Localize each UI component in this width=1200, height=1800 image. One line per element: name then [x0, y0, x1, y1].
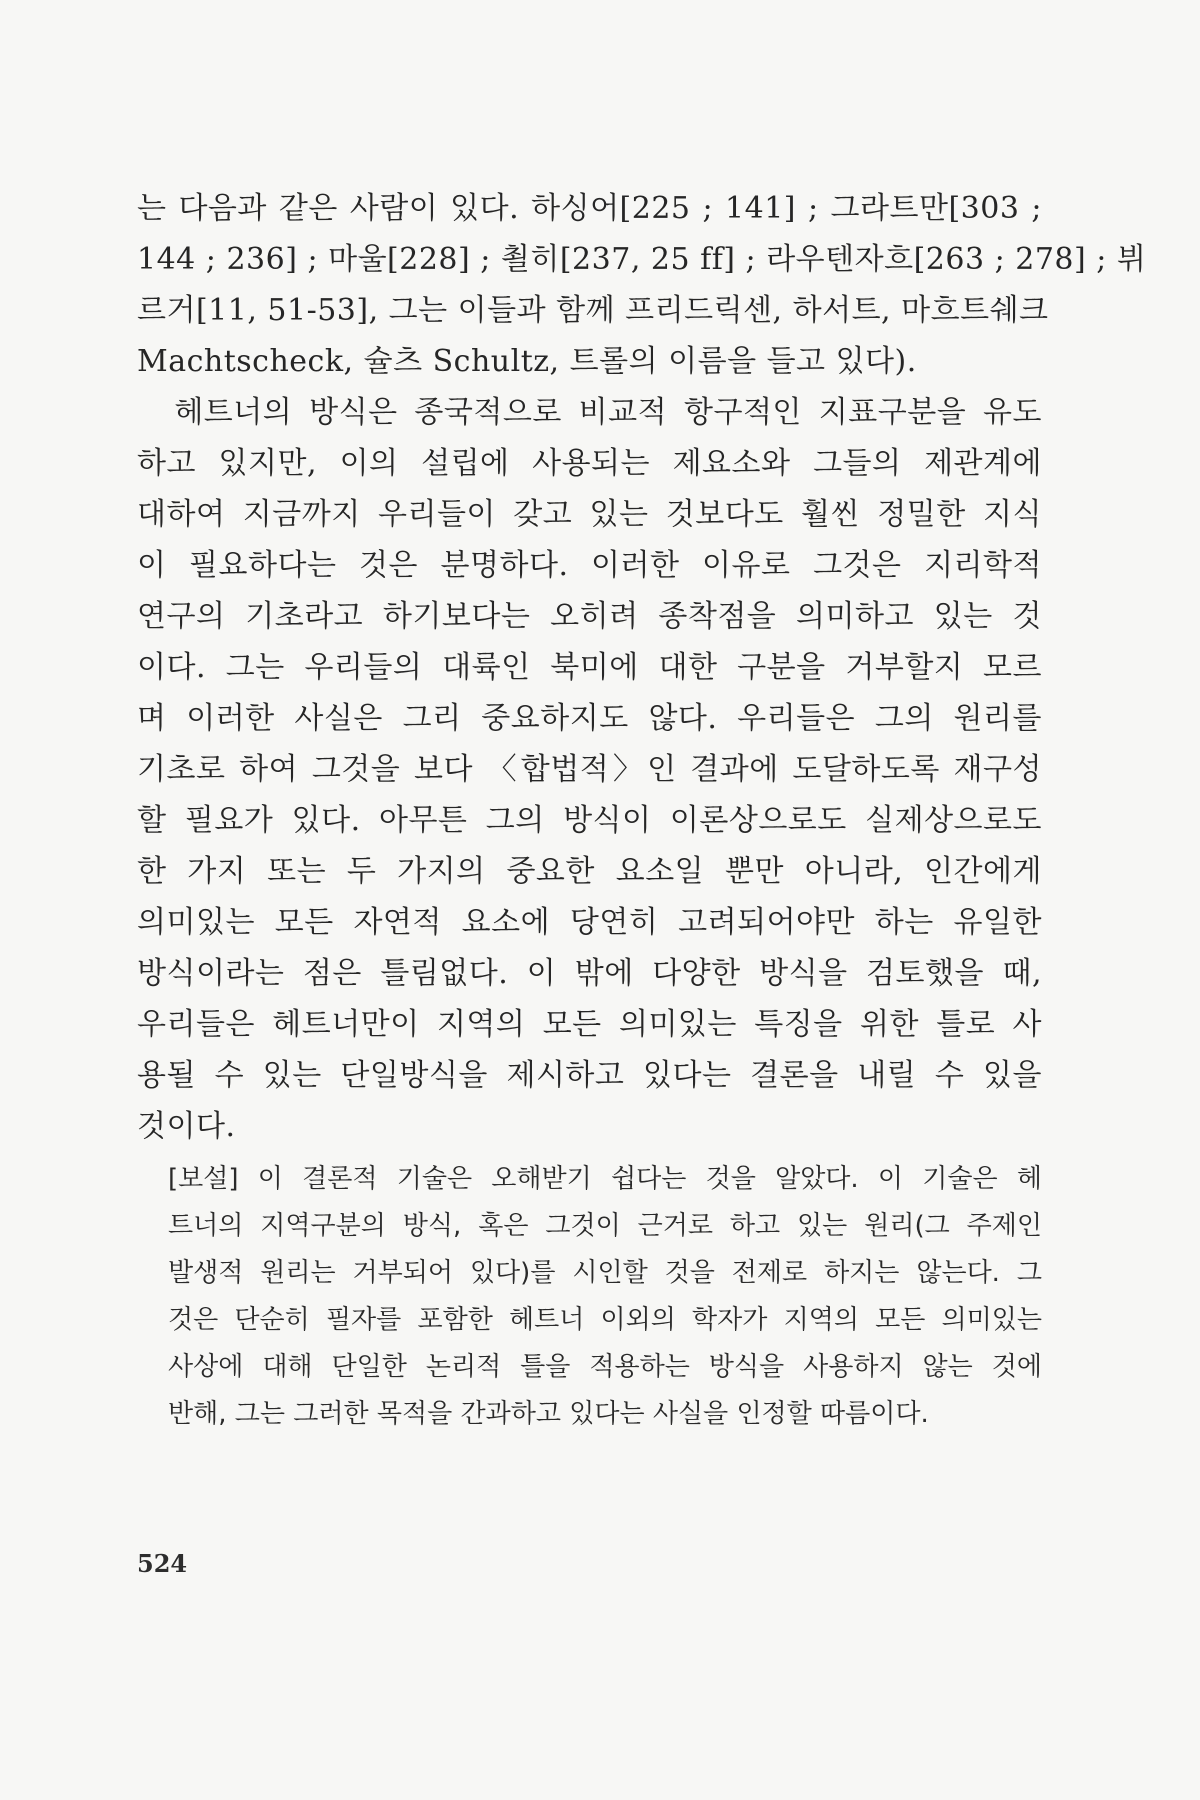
- supplementary-note: [168, 1156, 1042, 1438]
- text-line: 용될 수 있는 단일방식을 제시하고 있다는 결론을 내릴 수 있을: [137, 1058, 1042, 1093]
- note-line: 것은 단순히 필자를 포함한 헤트너 이외의 학자가 지역의 모든 의미있는: [168, 1305, 1042, 1335]
- note-line: 트너의 지역구분의 방식, 혹은 그것이 근거로 하고 있는 원리(그 주제인: [168, 1211, 1042, 1241]
- text-line: 한 가지 또는 두 가지의 중요한 요소일 뿐만 아니라, 인간에게: [137, 854, 1042, 889]
- note-line: 발생적 원리는 거부되어 있다)를 시인할 것을 전제로 하지는 않는다. 그: [168, 1258, 1042, 1288]
- text-line: 방식이라는 점은 틀림없다. 이 밖에 다양한 방식을 검토했을 때,: [137, 956, 1042, 991]
- text-line: 할 필요가 있다. 아무튼 그의 방식이 이론상으로도 실제상으로도: [137, 803, 1042, 838]
- note-line: 사상에 대해 단일한 논리적 틀을 적용하는 방식을 사용하지 않는 것에: [168, 1352, 1042, 1382]
- text-line: 기초로 하여 그것을 보다 〈합법적〉인 결과에 도달하도록 재구성: [137, 752, 1042, 787]
- page-number: 524: [137, 1549, 188, 1578]
- text-line: 르거[11, 51-53], 그는 이들과 함께 프리드릭센, 하서트, 마흐트쉐크: [137, 293, 1049, 328]
- text-line: 이다. 그는 우리들의 대륙인 북미에 대한 구분을 거부할지 모르: [137, 650, 1042, 685]
- text-line: 며 이러한 사실은 그리 중요하지도 않다. 우리들은 그의 원리를: [137, 701, 1042, 736]
- text-line: 연구의 기초라고 하기보다는 오히려 종착점을 의미하고 있는 것: [137, 599, 1042, 634]
- text-line: 것이다.: [137, 1109, 236, 1144]
- text-line: 144 ; 236] ; 마울[228] ; 쵤히[237, 25 ff] ; 라우텐자흐[263 ; 278] ; 뷔: [137, 242, 1147, 277]
- text-line: 이 필요하다는 것은 분명하다. 이러한 이유로 그것은 지리학적: [137, 548, 1042, 583]
- text-line: 우리들은 헤트너만이 지역의 모든 의미있는 특징을 위한 틀로 사: [137, 1007, 1042, 1042]
- text-line: 하고 있지만, 이의 설립에 사용되는 제요소와 그들의 제관계에: [137, 446, 1042, 481]
- text-line: Machtscheck, 슐츠 Schultz, 트롤의 이름을 들고 있다).: [137, 344, 917, 379]
- text-line: 는 다음과 같은 사람이 있다. 하싱어[225 ; 141] ; 그라트만[303 ;: [137, 191, 1042, 226]
- main-paragraph: [137, 183, 1147, 1152]
- note-line: 반해, 그는 그러한 목적을 간과하고 있다는 사실을 인정할 따름이다.: [168, 1399, 929, 1429]
- note-line: [보설] 이 결론적 기술은 오해받기 쉽다는 것을 알았다. 이 기술은 헤: [168, 1164, 1042, 1194]
- text-line: 헤트너의 방식은 종국적으로 비교적 항구적인 지표구분을 유도: [137, 395, 1042, 430]
- text-line: 의미있는 모든 자연적 요소에 당연히 고려되어야만 하는 유일한: [137, 905, 1042, 940]
- text-line: 대하여 지금까지 우리들이 갖고 있는 것보다도 훨씬 정밀한 지식: [137, 497, 1042, 532]
